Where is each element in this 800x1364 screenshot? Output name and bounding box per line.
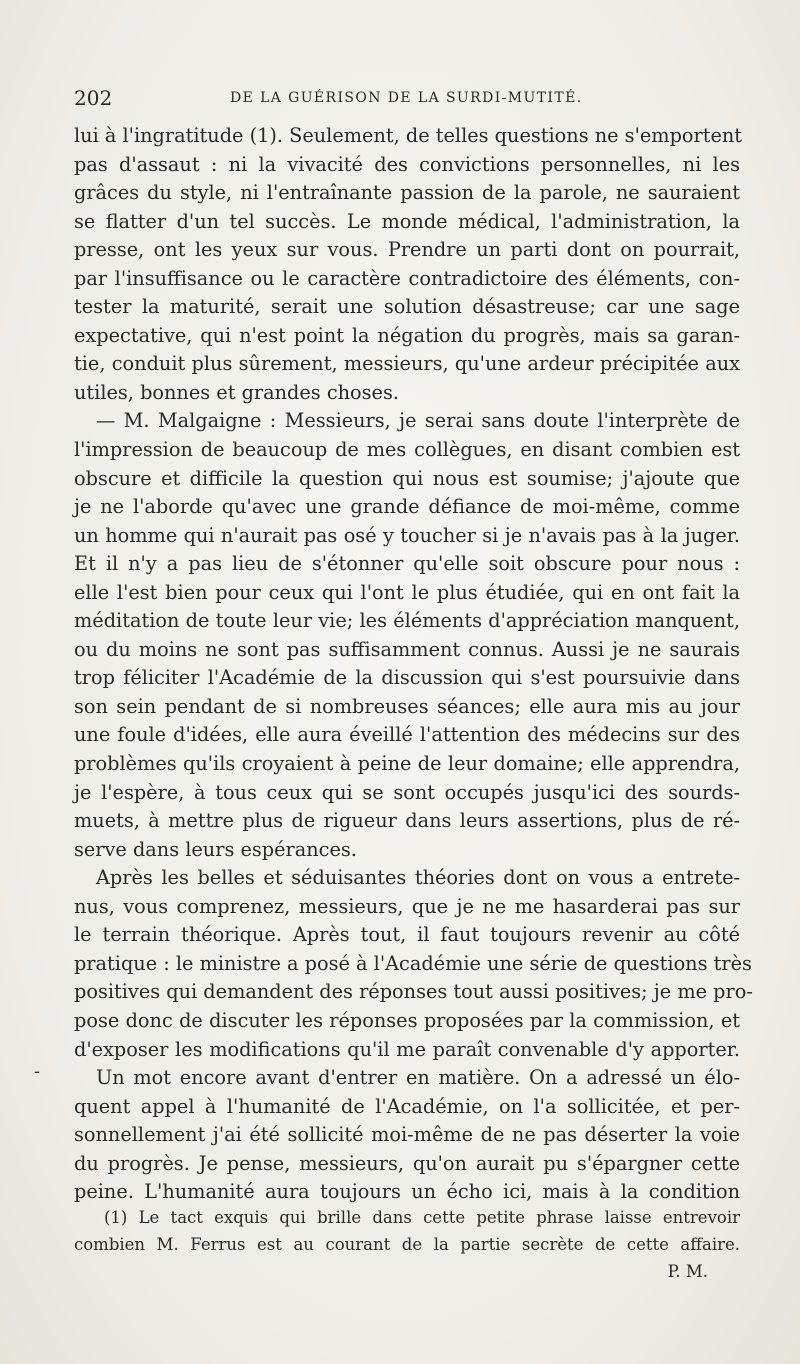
text-line: tie, conduit plus sûrement, messieurs, qu'une ardeur précipitée aux [74, 352, 740, 376]
text-line: d'exposer les modifications qu'il me paraît convenable d'y apporter. [74, 1037, 740, 1061]
text-line: lui à l'ingratitude (1). Seulement, de telles questions ne s'emportent [74, 124, 743, 147]
text-line: par l'insuffisance ou le caractère contradictoire des éléments, con- [74, 266, 740, 290]
page-number: 202 [74, 86, 113, 110]
text-line: ou du moins ne sont pas suffisamment connus. Aussi je ne saurais [74, 637, 740, 661]
footnote [74, 1204, 740, 1285]
text-line: son sein pendant de si nombreuses séances; elle aura mis au jour [74, 694, 740, 718]
footnote-signature: P. M. [667, 1262, 708, 1281]
text-line: grâces du style, ni l'entraînante passion de la parole, ne sauraient [74, 181, 740, 205]
text-line: méditation de toute leur vie; les éléments d'appréciation manquent, [74, 609, 740, 633]
text-line: le terrain théorique. Après tout, il faut toujours revenir au côté [74, 923, 740, 947]
text-line: tester la maturité, serait une solution désastreuse; car une sage [74, 295, 740, 319]
text-line: pas d'assaut : ni la vivacité des convictions personnelles, ni les [74, 152, 740, 176]
text-line: je ne l'aborde qu'avec une grande défiance de moi-même, comme [74, 495, 740, 519]
footnote-line: combien M. Ferrus est au courant de la partie secrète de cette affaire. [74, 1235, 740, 1254]
footnote-line: (1) Le tact exquis qui brille dans cette petite phrase laisse entrevoir [104, 1208, 740, 1227]
page-header [74, 86, 740, 116]
text-line: — M. Malgaigne : Messieurs, je serai sans doute l'interprète de [96, 409, 740, 433]
text-line: positives qui demandent des réponses tout aussi positives; je me pro- [74, 980, 753, 1004]
text-line: pratique : le ministre a posé à l'Académie une série de questions très [74, 951, 752, 975]
body-text [74, 122, 753, 1207]
text-line: quent appel à l'humanité de l'Académie, on l'a sollicitée, et per- [74, 1094, 740, 1118]
text-line: du progrès. Je pense, messieurs, qu'on aurait pu s'épargner cette [74, 1151, 740, 1175]
text-line: Après les belles et séduisantes théories dont on vous a entrete- [96, 866, 740, 890]
text-line: pose donc de discuter les réponses proposées par la commission, et [74, 1008, 740, 1032]
text-line: problèmes qu'ils croyaient à peine de leur domaine; elle apprendra, [74, 752, 740, 776]
text-line: trop féliciter l'Académie de la discussion qui s'est poursuivie dans [74, 666, 740, 690]
text-line: presse, ont les yeux sur vous. Prendre un parti dont on pourrait, [74, 238, 740, 262]
text-line: peine. L'humanité aura toujours un écho ici, mais à la condition [74, 1180, 740, 1204]
margin-mark: - [34, 1061, 41, 1082]
text-line: Et il n'y a pas lieu de s'étonner qu'elle soit obscure pour nous : [74, 552, 740, 576]
text-line: je l'espère, à tous ceux qui se sont occupés jusqu'ici des sourds- [74, 780, 740, 804]
text-line: utiles, bonnes et grandes choses. [74, 380, 399, 404]
text-line: sonnellement j'ai été sollicité moi-même de ne pas déserter la voie [74, 1123, 740, 1147]
text-line: Un mot encore avant d'entrer en matière. On a adressé un élo- [96, 1066, 740, 1090]
text-line: un homme qui n'aurait pas osé y toucher si je n'avais pas à la juger. [74, 523, 740, 547]
text-line: une foule d'idées, elle aura éveillé l'attention des médecins sur des [74, 723, 740, 747]
text-line: expectative, qui n'est point la négation du progrès, mais sa garan- [74, 323, 740, 347]
text-line: serve dans leurs espérances. [74, 837, 357, 861]
text-line: nus, vous comprenez, messieurs, que je ne me hasarderai pas sur [74, 894, 740, 918]
text-line: elle l'est bien pour ceux qui l'ont le plus étudiée, qui en ont fait la [74, 580, 740, 604]
text-line: muets, à mettre plus de rigueur dans leurs assertions, plus de ré- [74, 809, 740, 833]
text-line: se flatter d'un tel succès. Le monde médical, l'administration, la [74, 209, 740, 233]
running-head: DE LA GUÉRISON DE LA SURDI-MUTITÉ. [230, 90, 583, 106]
text-line: obscure et difficile la question qui nous est soumise; j'ajoute que [74, 466, 740, 490]
text-line: l'impression de beaucoup de mes collègues, en disant combien est [74, 438, 740, 462]
